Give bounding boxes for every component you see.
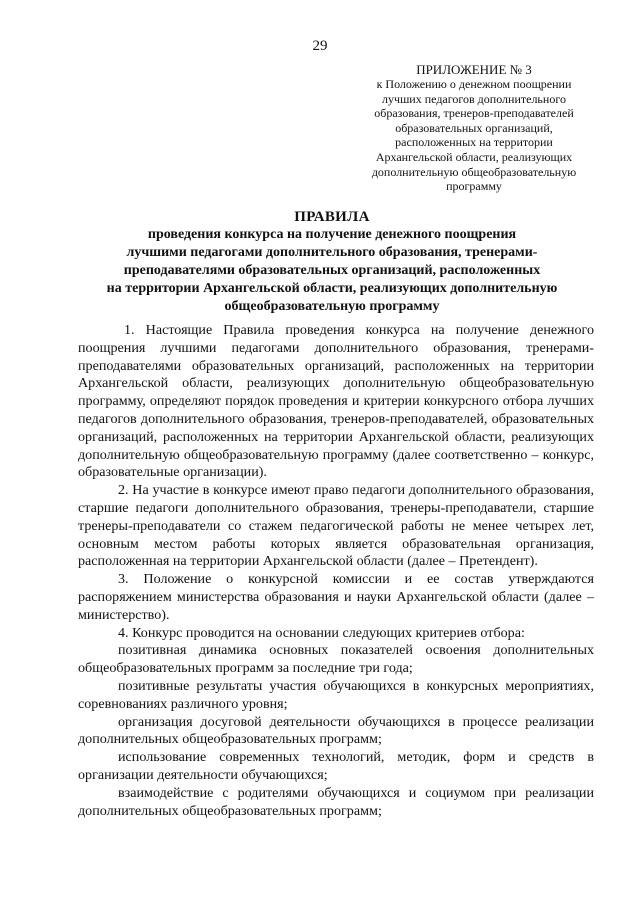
appendix-line: образовательных организаций, — [395, 120, 553, 135]
paragraph-2: 2. На участие в конкурсе имеют право педагоги дополнительного образования, старшие педагоги дополнительного образования, тренеры-преподаватели, старшие тренеры-преподаватели со стажем педагогической работы не менее четырех лет, основным местом работы которых является образовательная организация, расположенная на территории Архангельской области (далее – Претендент). — [78, 482, 594, 570]
document-body — [78, 322, 594, 820]
appendix-line: дополнительную общеобразовательную — [371, 164, 577, 179]
appendix-line: образования, тренеров-преподавателей — [374, 106, 574, 121]
criterion-item: позитивная динамика основных показателей освоения дополнительных общеобразовательных программ за последние три года; — [78, 642, 594, 677]
appendix-line: Архангельской области, реализующих — [375, 149, 573, 164]
document-heading — [70, 208, 594, 316]
paragraph-1: 1. Настоящие Правила проведения конкурса на получение денежного поощрения лучшими педагогами дополнительного образования, тренерами-преподавателями образовательных организаций, расположенных на территории Архангельской области, реализующих дополнительную общеобразовательную программу, определяют порядок проведения и критерии конкурсного отбора лучших педагогов дополнительного образования, тренеров-преподавателей, образовательных организаций, расположенных на территории Архангельской области, реализующих дополнительную общеобразовательную программу (далее соответственно – конкурс, образовательные организации). — [78, 322, 594, 481]
page-number: 29 — [312, 38, 328, 54]
document-subtitle-line: лучшими педагогами дополнительного образования, тренерами- — [126, 245, 538, 260]
appendix-header — [356, 62, 592, 194]
appendix-line: к Положению о денежном поощрении — [376, 77, 572, 91]
criterion-item: позитивные результаты участия обучающихся в конкурсных мероприятиях, соревнованиях различного уровня; — [78, 677, 594, 712]
document-subtitle-line: проведения конкурса на получение денежного поощрения — [147, 227, 517, 242]
document-subtitle-line: общеобразовательную программу — [224, 299, 440, 314]
document-subtitle-line: на территории Архангельской области, реализующих дополнительную — [106, 281, 558, 296]
paragraph-3: 3. Положение о конкурсной комиссии и ее состав утверждаются распоряжением министерства образования и науки Архангельской области (далее – министерство). — [78, 571, 594, 623]
document-title: ПРАВИЛА — [294, 209, 370, 225]
paragraph-4: 4. Конкурс проводится на основании следующих критериев отбора: — [118, 624, 525, 641]
appendix-line: программу — [446, 179, 502, 194]
criterion-item: взаимодействие с родителями обучающихся и социумом при реализации дополнительных общеобразовательных программ; — [78, 784, 594, 819]
appendix-title: ПРИЛОЖЕНИЕ № 3 — [416, 62, 532, 77]
document-subtitle-line: преподавателями образовательных организаций, расположенных — [123, 263, 541, 278]
criterion-item: организация досуговой деятельности обучающихся в процессе реализации дополнительных общеобразовательных программ; — [78, 713, 594, 748]
appendix-line: лучших педагогов дополнительного — [382, 91, 566, 106]
criterion-item: использование современных технологий, методик, форм и средств в организации деятельности обучающихся; — [78, 749, 594, 783]
appendix-line: расположенных на территории — [395, 135, 553, 150]
